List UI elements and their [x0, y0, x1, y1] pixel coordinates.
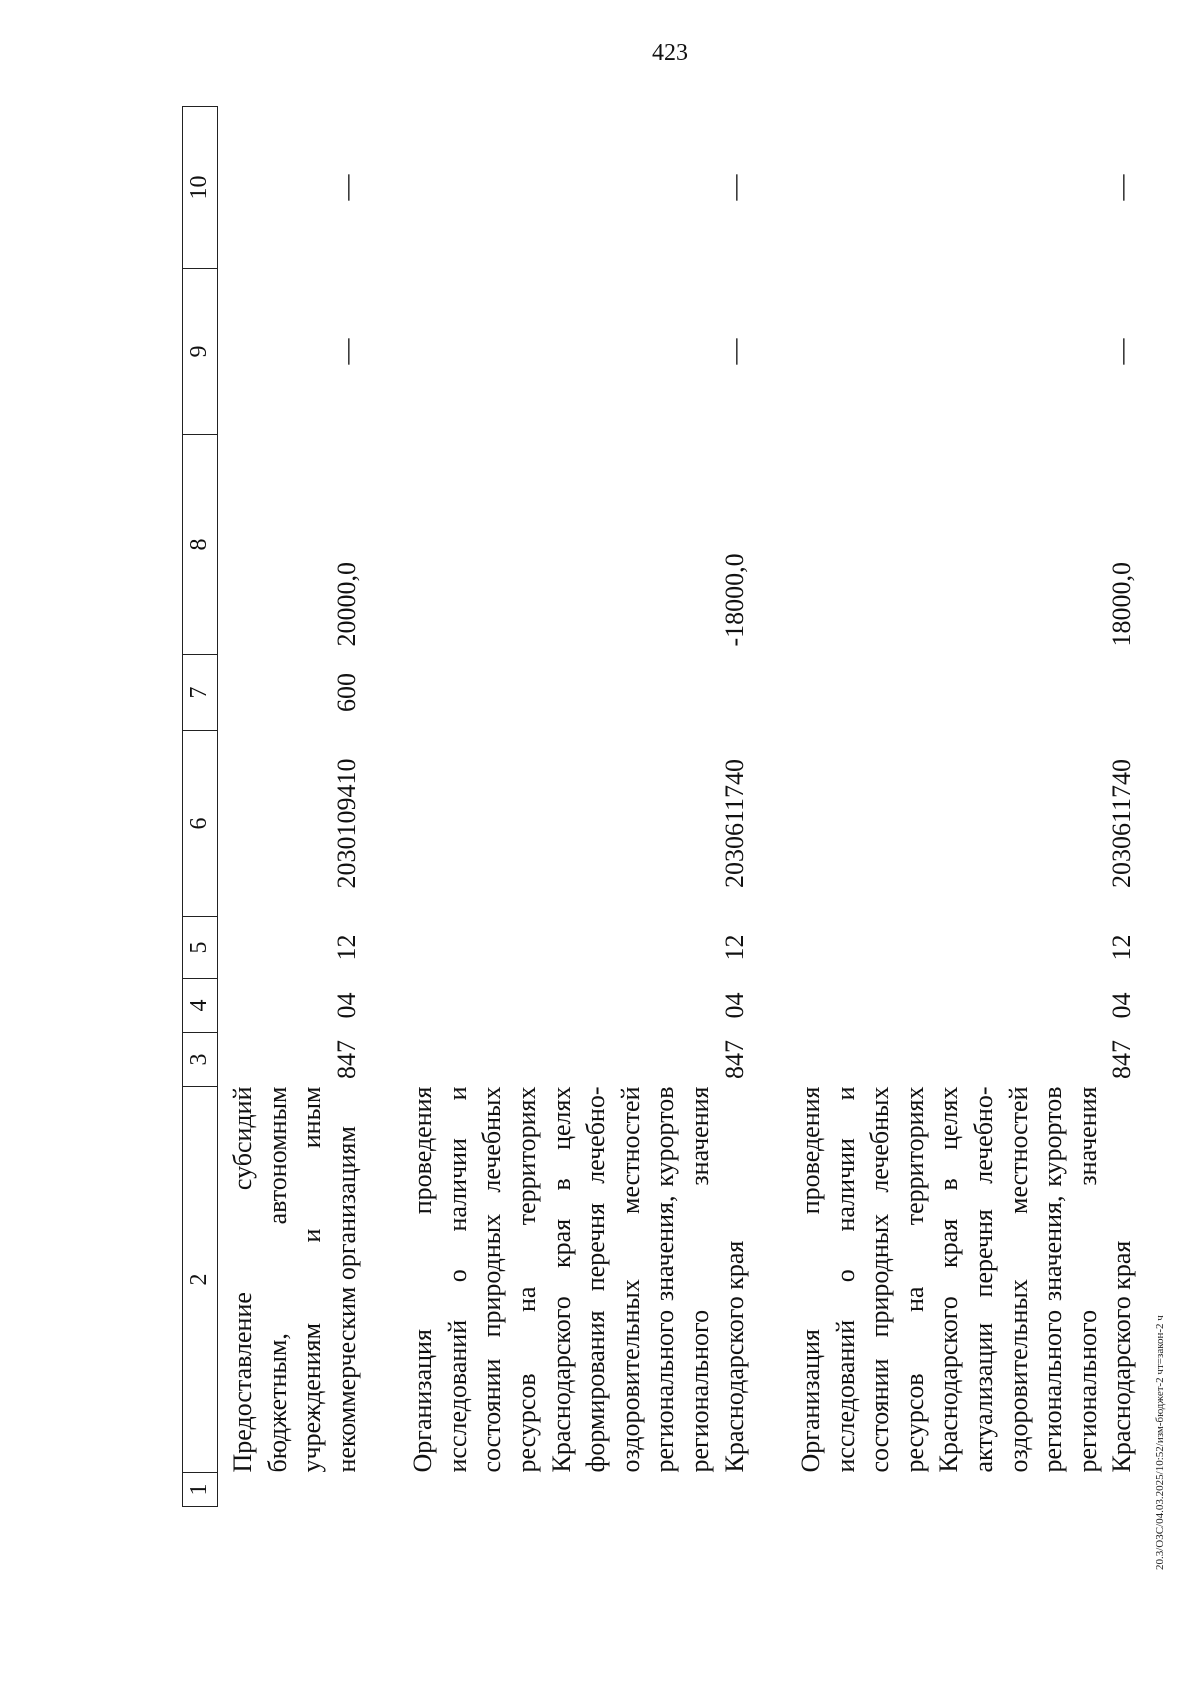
- cell-c4: 04: [719, 992, 749, 1019]
- cell-c10: —: [331, 174, 361, 201]
- table-row: [786, 107, 1140, 1507]
- cell-c10: —: [1107, 174, 1137, 201]
- col-header-4: 4: [183, 979, 218, 1033]
- cell-c7: [398, 655, 752, 731]
- cell-c9: —: [1107, 338, 1137, 365]
- cell-c5: 12: [1107, 934, 1137, 961]
- col-header-5: 5: [183, 917, 218, 979]
- cell-c6: 2030611740: [719, 758, 749, 889]
- header-row: [183, 107, 218, 1507]
- page-number: 423: [652, 40, 688, 66]
- cell-c10: —: [719, 174, 749, 201]
- col-header-7: 7: [183, 655, 218, 731]
- col-header-1: 1: [183, 1473, 218, 1507]
- cell-c5: 12: [719, 934, 749, 961]
- cell-c3: 847: [719, 1040, 749, 1079]
- cell-c6: 2030109410: [331, 758, 361, 889]
- cell-c4: 04: [331, 992, 361, 1019]
- cell-c3: 847: [331, 1040, 361, 1079]
- col-header-2: 2: [183, 1087, 218, 1473]
- col-header-10: 10: [183, 107, 218, 269]
- cell-c7: 600: [331, 673, 361, 712]
- cell-c5: 12: [331, 934, 361, 961]
- table-row: [398, 107, 752, 1507]
- cell-c7: [786, 655, 1140, 731]
- cell-c8: -18000,0: [719, 553, 749, 647]
- table-row: [218, 107, 365, 1507]
- col-header-8: 8: [183, 435, 218, 655]
- col-header-6: 6: [183, 731, 218, 917]
- col-header-3: 3: [183, 1033, 218, 1087]
- budget-table-rotated: [182, 107, 1137, 1507]
- cell-c3: 847: [1107, 1040, 1137, 1079]
- cell-c8: 18000,0: [1107, 562, 1137, 647]
- cell-c9: —: [331, 338, 361, 365]
- cell-c8: 20000,0: [331, 562, 361, 647]
- budget-table: [182, 106, 1140, 1507]
- document-footer-code: 20.3/ОЗС/04.03.2025/10:52/изм-бюджет-2 чт=закон-2 ч: [1154, 1315, 1166, 1570]
- row-description: Предоставление субсидий бюджетным, автономным учреждениям и иным некоммерческим организациям: [228, 1086, 361, 1473]
- col-header-9: 9: [183, 269, 218, 435]
- cell-c4: 04: [1107, 992, 1137, 1019]
- cell-c9: —: [719, 338, 749, 365]
- cell-c6: 2030611740: [1107, 758, 1137, 889]
- row-description: Организация проведения исследований о наличии и состоянии природных лечебных ресурсов на территориях Краснодарского края в целях актуализации перечня лечебно-оздоровительных местностей регионального значения, курортов регионального значения Краснодарского края: [796, 1086, 1137, 1473]
- row-description: Организация проведения исследований о наличии и состоянии природных лечебных ресурсов на территориях Краснодарского края в целях формирования перечня лечебно-оздоровительных местностей регионального значения, курортов регионального значения Краснодарского края: [408, 1086, 749, 1473]
